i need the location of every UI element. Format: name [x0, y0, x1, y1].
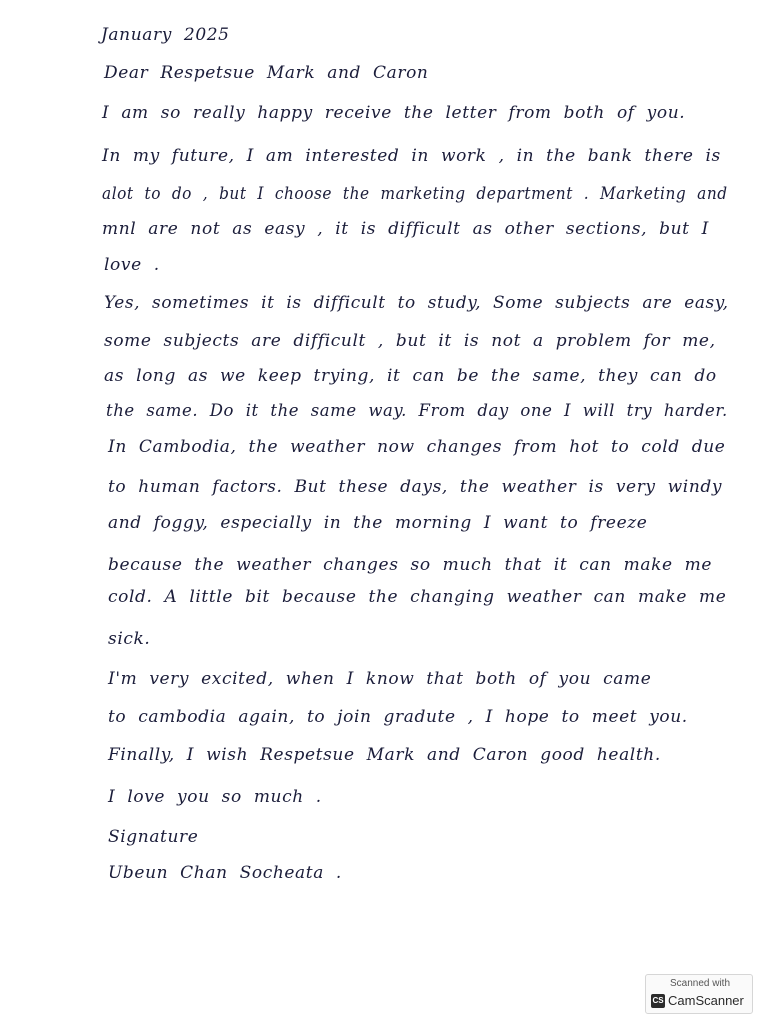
letter-line: cold. A little bit because the changing weather can make me [108, 587, 727, 607]
letter-date: January 2025 [101, 25, 230, 45]
letter-line: I am so really happy receive the letter from both of you. [102, 103, 686, 123]
letter-salutation: Dear Respetsue Mark and Caron [104, 63, 429, 83]
letter-line: because the weather changes so much that it can make me [108, 555, 713, 575]
letter-line: love . [104, 255, 160, 275]
letter-line: mnl are not as easy , it is difficult as other sections, but I [102, 219, 709, 239]
letter-line: sick. [108, 629, 151, 649]
camscanner-logo-icon: CS [651, 994, 665, 1008]
signer-name: Ubeun Chan Socheata . [108, 863, 342, 883]
letter-line: to human factors. But these days, the weather is very windy [108, 477, 723, 497]
letter-line: to cambodia again, to join gradute , I hope to meet you. [108, 707, 688, 727]
letter-line: Yes, sometimes it is difficult to study, Some subjects are easy, [104, 293, 729, 313]
signature-label: Signature [108, 827, 199, 847]
camscanner-watermark [645, 974, 753, 1014]
letter-line: some subjects are difficult , but it is not a problem for me, [104, 331, 716, 351]
letter-line: In Cambodia, the weather now changes from hot to cold due [108, 437, 726, 457]
letter-line: I love you so much . [108, 787, 322, 807]
letter-line: alot to do , but I choose the marketing department . Marketing and [102, 184, 728, 204]
camscanner-brand-label: CamScanner [668, 993, 744, 1008]
letter-line: In my future, I am interested in work , in the bank there is [102, 146, 721, 166]
letter-line: Finally, I wish Respetsue Mark and Caron good health. [108, 745, 661, 765]
letter-line: I'm very excited, when I know that both of you came [108, 669, 652, 689]
letter-line: as long as we keep trying, it can be the same, they can do [104, 366, 717, 386]
letter-line: the same. Do it the same way. From day one I will try harder. [106, 401, 728, 421]
letter-line: and foggy, especially in the morning I want to freeze [108, 513, 648, 533]
scanned-with-label: Scanned with [669, 978, 731, 989]
